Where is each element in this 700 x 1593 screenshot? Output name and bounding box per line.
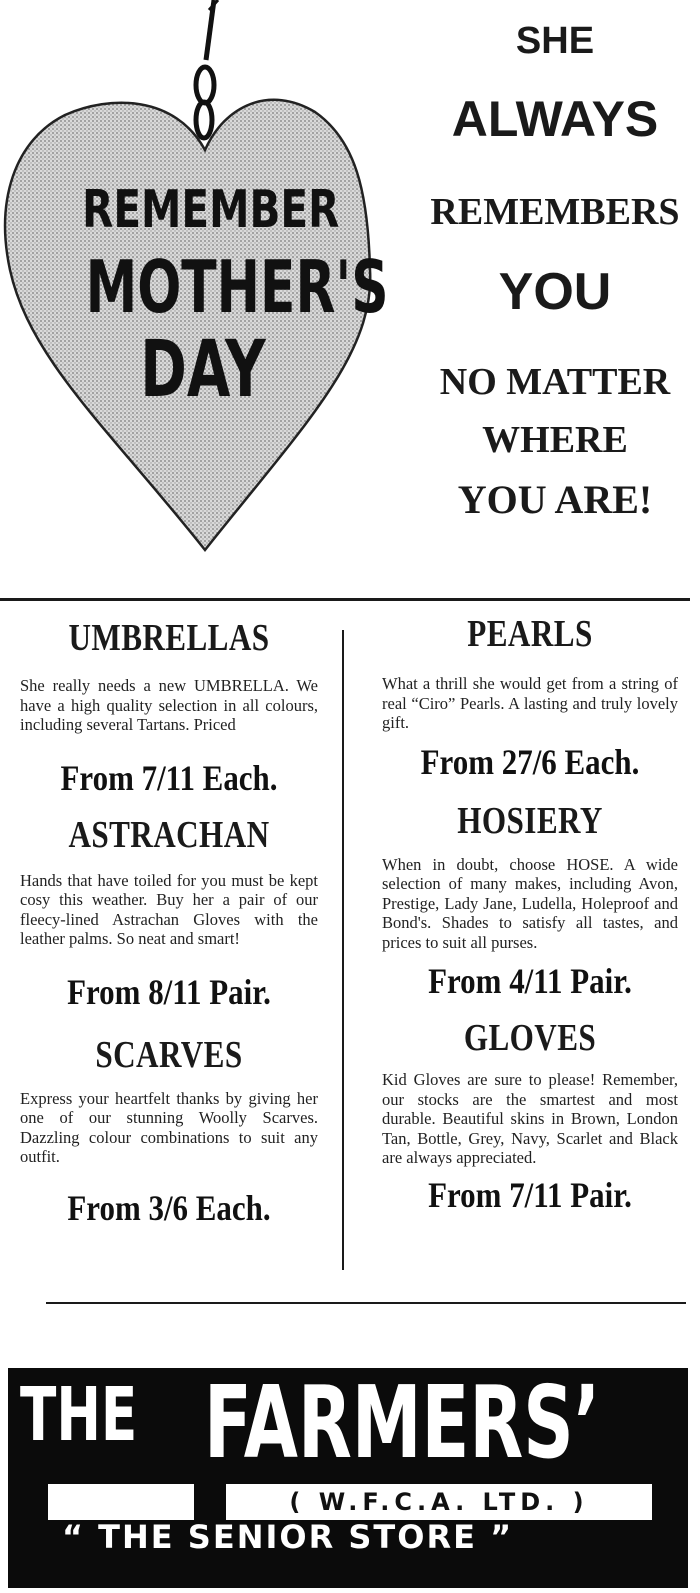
slogan-line-7: YOU ARE! [457,477,653,522]
logo-the: THE [20,1372,138,1458]
left-column [20,612,318,1231]
astrachan-body: Hands that have toiled for you must be kept cosy this weather. Buy her a pair of our fleecy-lined Astrachan Gloves with the leather palms. So neat and smart! [20,870,318,948]
right-column [382,612,678,1218]
heart-title-line-3: DAY [140,325,266,415]
pearls-price: From 27/6 Each. [420,741,640,782]
heart-title-line-1: REMEMBER [82,180,340,240]
scarves-price: From 3/6 Each. [67,1187,271,1228]
slogan-line-1: SHE [515,20,595,62]
pearls-section [382,612,678,785]
umbrellas-heading: UMBRELLAS [68,617,270,659]
hosiery-price: From 4/11 Pair. [428,961,632,1001]
bottom-divider [46,1302,686,1304]
heart-title-line-2: MOTHER'S [85,245,389,329]
logo-farmers: FARMERS’ [204,1364,601,1481]
column-divider [342,630,344,1270]
logo-tagline: “ THE SENIOR STORE ” [62,1518,514,1556]
pearls-heading: PEARLS [467,613,593,655]
astrachan-price: From 8/11 Pair. [67,971,271,1012]
scarves-body: Express your heartfelt thanks by giving her one of our stunning Woolly Scarves. Dazzling colour combinations to suit any outfit. [20,1088,318,1166]
gloves-body: Kid Gloves are sure to please! Remember, our stocks are the smartest and most durable. Beautiful skins in Brown, London Tan, Bottle, Grey, Navy, Scarlet and Black are always appreciated. [382,1070,678,1167]
hosiery-heading: HOSIERY [457,799,603,842]
scarves-section [20,1033,318,1231]
gloves-section [382,1016,678,1218]
hosiery-section [382,799,678,1005]
slogan-line-4: YOU [498,263,612,321]
umbrellas-section [20,616,318,801]
store-logo [8,1364,688,1588]
umbrellas-price: From 7/11 Each. [60,757,278,798]
astrachan-heading: ASTRACHAN [68,813,270,856]
top-divider [0,598,690,601]
slogan-line-6: WHERE [482,419,628,461]
scarves-heading: SCARVES [95,1033,243,1076]
gloves-heading: GLOVES [463,1017,597,1059]
gloves-price: From 7/11 Pair. [428,1174,632,1215]
astrachan-section [20,813,318,1015]
hosiery-body: When in doubt, choose HOSE. A wide selection of many makes, including Avon, Prestige, Lady Jane, Ludella, Holeproof and Bond's. Shades to satisfy all tastes, and prices to suit all purses. [382,854,678,952]
logo-company-box [226,1484,652,1520]
pearls-body: What a thrill she would get from a string of real “Ciro” Pearls. A lasting and truly lovely gift. [382,674,678,732]
logo-left-box [48,1484,194,1520]
umbrellas-body: She really needs a new UMBRELLA. We have a high quality selection in all colours, including several Tartans. Priced [20,676,318,734]
slogan-line-2: ALWAYS [451,91,659,147]
logo-company: ( W.F.C.A. LTD. ) [289,1488,589,1516]
slogan-line-3: REMEMBERS [430,191,680,233]
slogan-line-5: NO MATTER [439,361,671,403]
